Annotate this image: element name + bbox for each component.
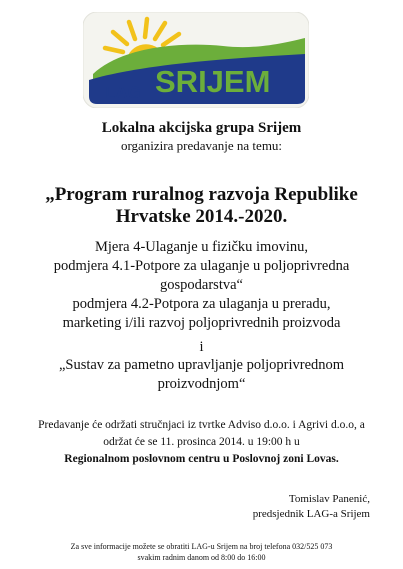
second-topic-line-2: proizvodnjom“ (157, 376, 246, 392)
signature-block (253, 492, 370, 522)
measures-list (0, 238, 403, 333)
signature-name: Tomislav Panenić, (288, 493, 370, 505)
measure-line: podmjera 4.1-Potpore za ulaganje u poljoprivredna (53, 258, 350, 274)
event-title (0, 184, 403, 228)
lecture-info (0, 417, 403, 468)
footer-contact (0, 541, 403, 563)
lecture-line-1: Predavanje će održati stručnjaci iz tvrtke Adviso d.o.o. i Agrivi d.o.o, a (38, 419, 365, 431)
footer-line-2: svakim radnim danom od 8:00 do 16:00 (137, 553, 266, 562)
logo-name: SRIJEM (155, 64, 271, 99)
measure-line: gospodarstva“ (160, 277, 243, 293)
signature-role: predsjednik LAG-a Srijem (252, 508, 370, 520)
event-title-line-2: Hrvatske 2014.-2020. (115, 206, 288, 227)
organizer-name: Lokalna akcijska grupa Srijem (101, 120, 302, 136)
logo-prefix: LAG (105, 83, 141, 102)
lag-srijem-logo (83, 12, 309, 108)
event-title-line-1: „Program ruralnog razvoja Republike (45, 184, 358, 205)
measure-line: podmjera 4.2-Potpora za ulaganja u preradu, (72, 296, 331, 312)
measure-line: Mjera 4-Ulaganje u fizičku imovinu, (94, 239, 308, 255)
footer-line-1: Za sve informacije možete se obratiti LAG-u Srijem na broj telefona 032/525 073 (70, 542, 333, 551)
second-topic-line-1: „Sustav za pametno upravljanje poljoprivrednom (58, 357, 345, 373)
lecture-line-2: održat će se 11. prosinca 2014. u 19:00 h u (103, 436, 300, 448)
conjunction: i (199, 339, 204, 355)
lecture-venue: Regionalnom poslovnom centru u Poslovnoj zoni Lovas. (64, 453, 339, 465)
measure-line: marketing i/ili razvoj poljoprivrednih proizvoda (62, 315, 341, 331)
second-topic (0, 356, 403, 394)
organizer-subtitle: organizira predavanje na temu: (120, 138, 283, 153)
